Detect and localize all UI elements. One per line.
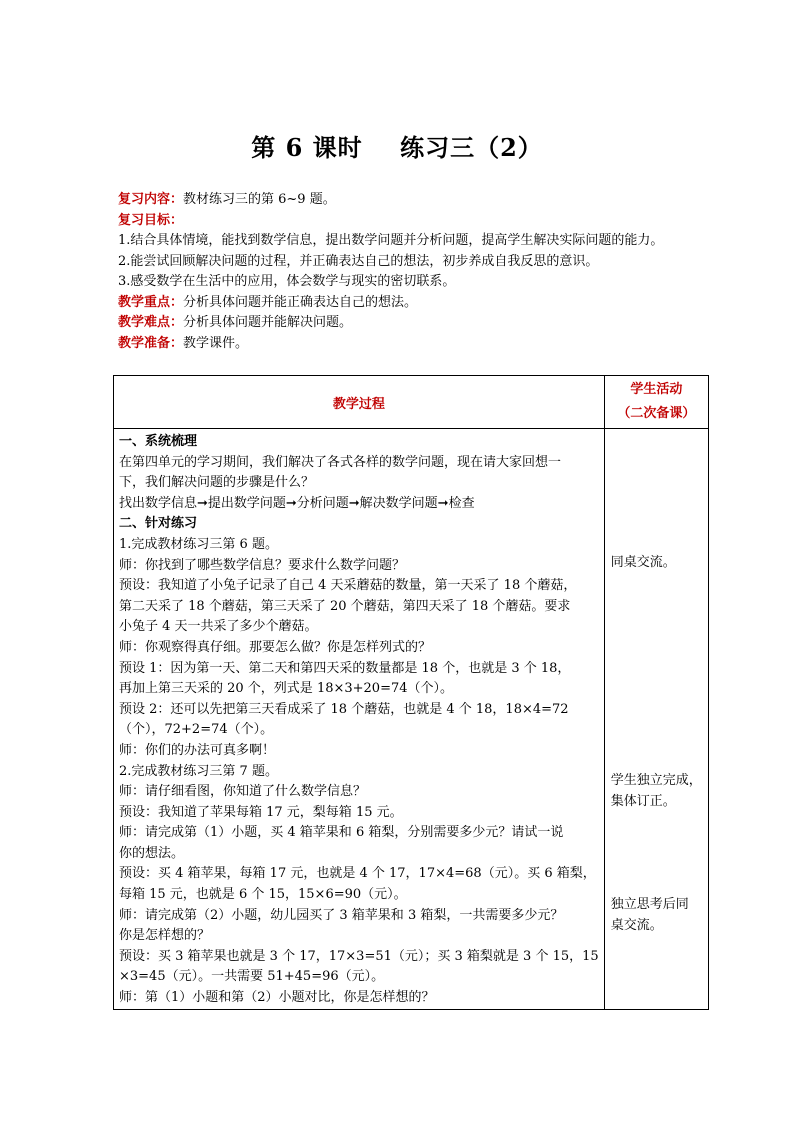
review-content-label: 复习内容： [118,192,184,207]
process-line: 你是怎样想的？ [119,928,211,944]
student-note-1 [611,553,711,574]
review-content [118,190,708,211]
teaching-key-label: 教学重点： [118,294,184,310]
section-heading: 一、系统梳理 [119,434,198,449]
table-body-row [114,429,709,1010]
student-activity-header [604,376,708,429]
student-activity-cell [604,429,708,1010]
process-line: 师：你观察得真仔细。那要怎么做？你是怎样列式的？ [119,639,432,655]
review-goal-item: 1.结合具体情境，能找到数学信息，提出数学问题并分析问题，提高学生解决实际问题的能力。 [118,233,664,248]
student-note-line: 桌交流。 [610,917,663,933]
review-goals-heading [118,211,708,232]
process-line: 再加上第三天采的 20 个，列式是 18×3+20=74（个）。 [119,681,454,697]
table-header-row [114,376,709,429]
teaching-difficulty [118,313,708,334]
student-note-line: 集体订正。 [610,793,676,809]
page-title: 第 6 课时 练习三（2） [251,133,543,162]
process-line: 第二天采了 18 个蘑菇，第三天采了 20 个蘑菇，第四天采了 18 个蘑菇。要求 [119,598,571,614]
process-line: 1.完成教材练习三第 6 题。 [119,536,278,552]
student-note-3 [611,895,711,936]
lesson-meta [118,190,708,354]
student-note-line: 独立思考后同 [610,897,689,912]
student-activity-header-line2: （二次备课） [617,406,696,421]
process-line: 师：请仔细看图，你知道了什么数学信息？ [119,784,367,800]
student-note-2 [611,771,711,812]
process-line: 预设：买 3 箱苹果也就是 3 个 17，17×3=51（元）；买 3 箱梨就是 3 个 15，15 [119,948,599,964]
teaching-preparation-label: 教学准备： [118,335,184,351]
process-line: 在第四单元的学习期间，我们解决了各式各样的数学问题，现在请大家回想一 [119,454,562,470]
teaching-process-header: 教学过程 [114,376,605,429]
review-goal-item: 3.感受数学在生活中的应用，体会数学与现实的密切联系。 [118,274,456,289]
process-line: 预设：我知道了苹果每箱 17 元，梨每箱 15 元。 [119,804,403,820]
process-line: 预设 1：因为第一天、第二天和第四天采的数量都是 18 个，也就是 3 个 18， [119,660,571,676]
lesson-table [113,375,709,1010]
process-line: 小兔子 4 天一共采了多少个蘑菇。 [119,619,318,635]
teaching-preparation [118,334,708,355]
teaching-process-lines [119,432,599,1009]
process-line: 师：请完成第（1）小题，买 4 箱苹果和 6 箱梨，分别需要多少元？请试一说 [119,825,564,841]
review-content-text: 教材练习三的第 6~9 题。 [183,192,336,207]
section-heading: 二、针对练习 [119,516,198,532]
process-line: 找出数学信息➞提出数学问题➞分析问题➞解决数学问题➞检查 [119,495,475,511]
student-note-line: 学生独立完成， [610,773,702,788]
process-line: 预设 2：还可以先把第三天看成采了 18 个蘑菇，也就是 4 个 18，18×4=72 [119,701,569,717]
process-line: ×3=45（元）。一共需要 51+45=96（元）。 [119,969,385,985]
process-line: 下，我们解决问题的步骤是什么？ [119,475,315,491]
process-line: 2.完成教材练习三第 7 题。 [119,763,278,779]
process-line: （个），72+2=74（个）。 [119,722,274,738]
process-line: 每箱 15 元，也就是 6 个 15，15×6=90（元）。 [119,887,407,903]
process-line: 师：你们的办法可真多啊！ [119,742,276,758]
process-line: 师：第（1）小题和第（2）小题对比，你是怎样想的？ [119,990,435,1006]
process-line: 预设：买 4 箱苹果，每箱 17 元，也就是 4 个 17，17×4=68（元）。买 6 箱梨， [119,866,596,882]
teaching-process-cell [114,429,605,1010]
teaching-key-text: 分析具体问题并能正确表达自己的想法。 [183,294,418,310]
review-goals-label: 复习目标： [118,212,184,228]
process-line: 师：你找到了哪些数学信息？要求什么数学问题？ [119,557,406,573]
student-note-line: 同桌交流。 [610,555,676,570]
teaching-preparation-text: 教学课件。 [183,335,249,351]
process-line: 你的想法。 [119,845,185,861]
process-line: 师：请完成第（2）小题，幼儿园买了 3 箱苹果和 3 箱梨，一共需要多少元？ [119,907,564,923]
teaching-difficulty-text: 分析具体问题并能解决问题。 [183,315,353,330]
teaching-difficulty-label: 教学难点： [118,315,184,330]
process-line: 预设：我知道了小兔子记录了自己 4 天采蘑菇的数量，第一天采了 18 个蘑菇， [119,578,577,594]
teaching-key-point [118,293,708,314]
student-activity-header-line1: 学生活动 [630,382,683,397]
review-goal-item: 2.能尝试回顾解决问题的过程，并正确表达自己的想法，初步养成自我反思的意识。 [118,253,599,269]
